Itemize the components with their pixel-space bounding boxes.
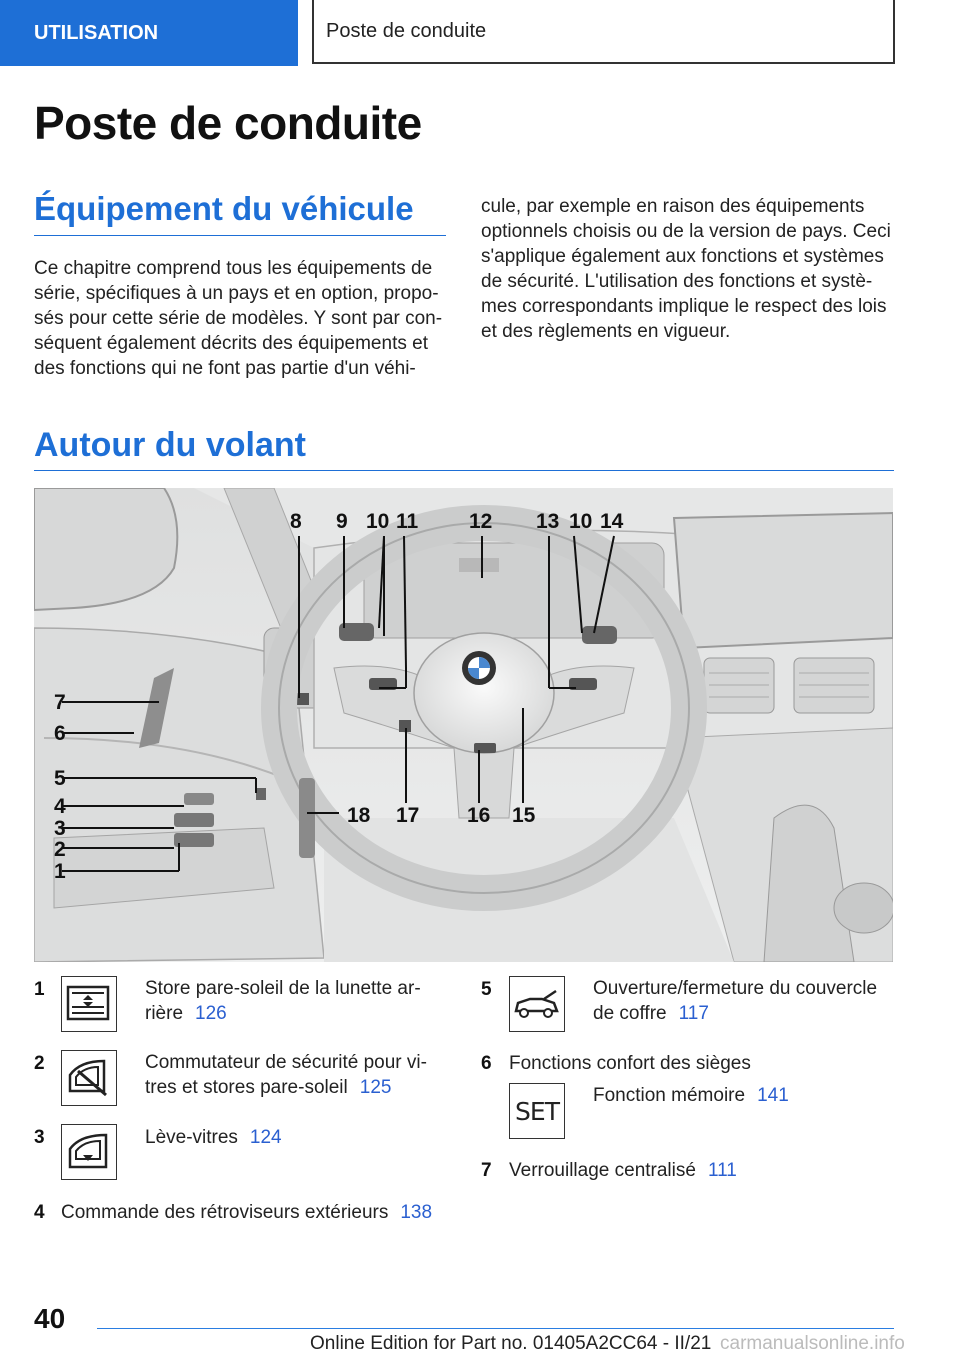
- callout-4: 4: [54, 795, 66, 818]
- item-number: 2: [34, 1053, 45, 1074]
- callout-5: 5: [54, 767, 66, 790]
- item-number: 4: [34, 1202, 45, 1223]
- callout-10: 10: [366, 510, 390, 533]
- item-label: Lève-vitres: [145, 1127, 238, 1148]
- item-label: Verrouillage centralisé: [509, 1160, 696, 1181]
- callout-8: 8: [290, 510, 302, 533]
- item-label: Ouverture/fermeture du couvercle de coffre: [593, 978, 878, 1024]
- chapter-tab: [312, 0, 895, 64]
- callout-3: 3: [54, 817, 66, 840]
- power-window-icon: [61, 1124, 117, 1180]
- paragraph-right: cule, par exemple en raison des équipements optionnels choisis ou de la version de pays. Ceci s'applique également aux fonctions et systèmes de sécurité. L'utilisation des fonctions et systè-mes correspondants implique le respect des lois et des règlements en vigueur.: [481, 196, 891, 342]
- item-text: [509, 1158, 894, 1183]
- item-number: 7: [481, 1160, 492, 1181]
- callout-12: 12: [469, 510, 493, 533]
- section-label: UTILISATION: [34, 21, 159, 44]
- callout-2: 2: [54, 838, 66, 861]
- footer-rule: [97, 1328, 894, 1329]
- callout-10-right: 10: [569, 510, 593, 533]
- page-ref-link[interactable]: 126: [195, 1003, 227, 1024]
- section-heading-equipment: Équipement du véhicule: [34, 190, 414, 227]
- page-ref-link[interactable]: 124: [249, 1127, 282, 1148]
- page-number: 40: [34, 1303, 66, 1334]
- item-text: [61, 1200, 451, 1225]
- item-label: Store pare-soleil de la lunette ar-rière: [145, 978, 421, 1024]
- footer-edition: Online Edition for Part no. 01405A2CC64 - II/21: [310, 1333, 712, 1354]
- section-heading-steering: Autour du volant: [34, 426, 306, 464]
- item-number: 3: [34, 1127, 45, 1148]
- paragraph-left: Ce chapitre comprend tous les équipements de série, spécifiques à un pays et en option, propo-sés pour cette série de modèles. Y sont par con-séquent également décrits des équipements et des fonctions qui ne font pas partie d'un véhi-: [34, 258, 443, 379]
- item-text: [593, 1083, 893, 1108]
- item-text: [509, 1051, 894, 1076]
- callout-17: 17: [396, 804, 420, 827]
- callout-15: 15: [512, 804, 536, 827]
- cockpit-illustration: [34, 488, 893, 962]
- item-label: Fonctions confort des sièges: [509, 1053, 751, 1074]
- cockpit-drawing: [34, 488, 893, 962]
- set-icon: [509, 1083, 565, 1139]
- callout-11: 11: [396, 510, 419, 533]
- callout-18: 18: [347, 804, 371, 827]
- rear-sunblind-icon: [61, 976, 117, 1032]
- trunk-icon: [509, 976, 565, 1032]
- set-icon-label: SET: [515, 1096, 559, 1126]
- watermark: carmanualsonline.info: [720, 1333, 905, 1354]
- item-text: [145, 1125, 445, 1150]
- item-label: Fonction mémoire: [593, 1085, 746, 1106]
- callout-16: 16: [467, 804, 491, 827]
- page-ref-link[interactable]: 125: [359, 1077, 392, 1098]
- callout-7: 7: [54, 691, 66, 714]
- item-text: [145, 976, 445, 1026]
- page-ref-link[interactable]: 117: [678, 1003, 709, 1024]
- callout-14: 14: [600, 510, 624, 533]
- item-number: 1: [34, 979, 45, 1000]
- page-ref-link[interactable]: 111: [707, 1160, 737, 1181]
- callout-13: 13: [536, 510, 560, 533]
- page-ref-link[interactable]: 141: [757, 1085, 789, 1106]
- section-tab: [0, 0, 298, 66]
- heading-rule: [34, 235, 446, 236]
- page-ref-link[interactable]: 138: [400, 1202, 433, 1223]
- callout-1: 1: [54, 860, 66, 883]
- callout-6: 6: [54, 722, 66, 745]
- window-safety-switch-icon: [61, 1050, 117, 1106]
- callout-9: 9: [336, 510, 348, 533]
- item-label: Commutateur de sécurité pour vi-tres et stores pare-soleil: [145, 1052, 427, 1098]
- item-text: [145, 1050, 445, 1100]
- item-label: Commande des rétroviseurs extérieurs: [61, 1202, 389, 1223]
- item-number: 6: [481, 1053, 492, 1074]
- item-text: [593, 976, 893, 1026]
- item-number: 5: [481, 979, 492, 1000]
- heading-rule: [34, 470, 894, 471]
- page-title: Poste de conduite: [34, 97, 422, 149]
- chapter-label: Poste de conduite: [326, 19, 487, 42]
